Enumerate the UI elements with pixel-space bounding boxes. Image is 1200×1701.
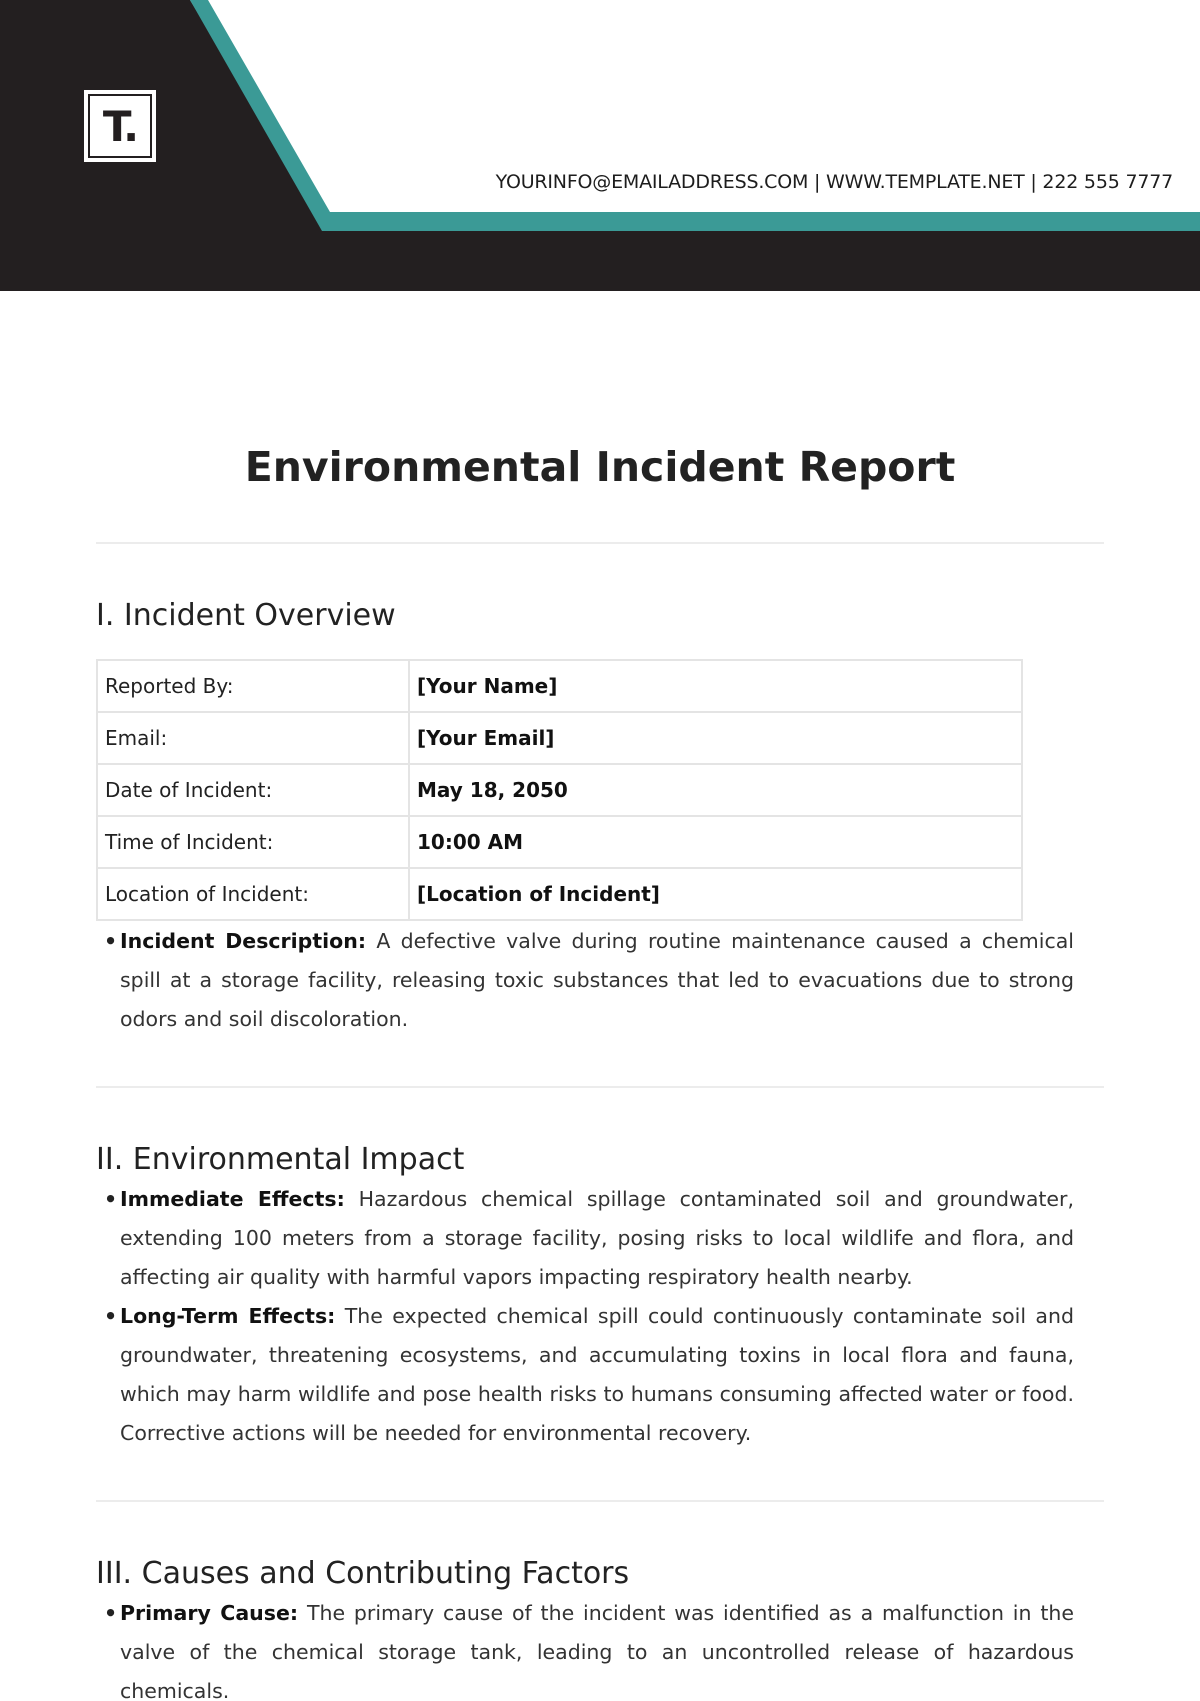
item-label: Primary Cause: [120, 1601, 299, 1625]
list-item [102, 1594, 1074, 1701]
row-label: Time of Incident: [97, 816, 409, 868]
row-label: Date of Incident: [97, 764, 409, 816]
row-label: Location of Incident: [97, 868, 409, 920]
bullet-icon: • [104, 1304, 118, 1328]
header-banner [0, 0, 1200, 291]
item-text: The expected chemical spill could continuously contaminate soil and groundwater, threatening ecosystems, and accumulating toxins in local flora and fauna, which may harm wildlife and pose health risks to humans consuming affected water or food. Corrective actions will be needed for environmental recovery. [120, 1304, 1074, 1445]
table-row [97, 660, 1022, 712]
item-label: Immediate Effects: [120, 1187, 345, 1211]
causes-bullets [102, 1594, 1074, 1701]
list-item [102, 1180, 1074, 1297]
item-label: Incident Description: [120, 929, 367, 953]
row-value: 10:00 AM [409, 816, 1022, 868]
row-value: May 18, 2050 [409, 764, 1022, 816]
page-title: Environmental Incident Report [244, 443, 956, 491]
divider [96, 542, 1104, 544]
item-label: Long-Term Effects: [120, 1304, 336, 1328]
item-text: The primary cause of the incident was identified as a malfunction in the valve of the chemical storage tank, leading to an uncontrolled release of hazardous chemicals. [120, 1601, 1074, 1701]
table-row [97, 868, 1022, 920]
overview-bullets [102, 922, 1074, 1039]
table-row [97, 764, 1022, 816]
contact-info: YOURINFO@EMAILADDRESS.COM | WWW.TEMPLATE.NET | 222 555 7777 [495, 171, 1173, 193]
bullet-icon: • [104, 1601, 118, 1625]
table-row [97, 816, 1022, 868]
divider [96, 1086, 1104, 1088]
item-text: Hazardous chemical spillage contaminated soil and groundwater, extending 100 meters from a storage facility, posing risks to local wildlife and flora, and affecting air quality with harmful vapors impacting respiratory health nearby. [120, 1187, 1074, 1289]
bullet-icon: • [104, 929, 118, 953]
incident-overview-table [96, 659, 1023, 921]
row-value: [Location of Incident] [409, 868, 1022, 920]
section-heading-causes: III. Causes and Contributing Factors [96, 1556, 630, 1591]
row-value: [Your Name] [409, 660, 1022, 712]
list-item [102, 1297, 1074, 1453]
divider [96, 1500, 1104, 1502]
impact-bullets [102, 1180, 1074, 1453]
row-label: Email: [97, 712, 409, 764]
row-value: [Your Email] [409, 712, 1022, 764]
page-header [0, 0, 1200, 291]
logo-text: T. [102, 101, 138, 151]
list-item [102, 922, 1074, 1039]
brand-logo [84, 90, 156, 162]
table-row [97, 712, 1022, 764]
item-text: A defective valve during routine maintenance caused a chemical spill at a storage facility, releasing toxic substances that led to evacuations due to strong odors and soil discoloration. [120, 929, 1074, 1031]
bullet-icon: • [104, 1187, 118, 1211]
section-heading-impact: II. Environmental Impact [96, 1142, 465, 1177]
section-heading-overview: I. Incident Overview [96, 598, 396, 633]
row-label: Reported By: [97, 660, 409, 712]
